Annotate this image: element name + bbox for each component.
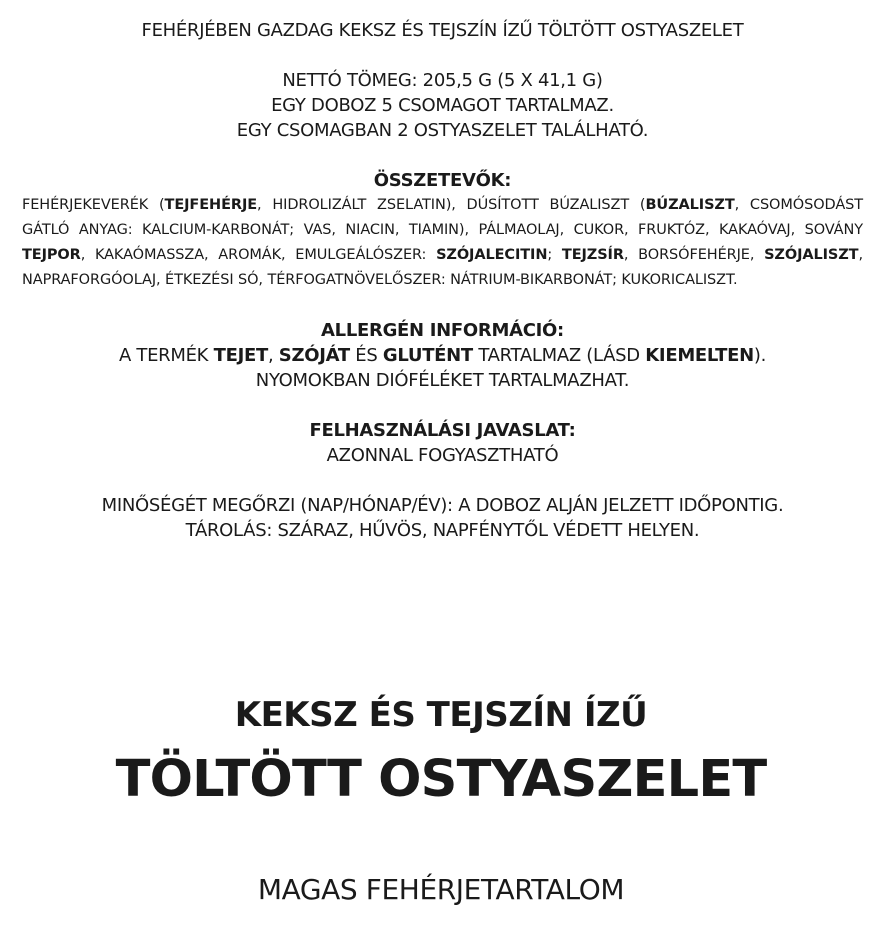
storage-section (22, 493, 863, 543)
allergen-text (22, 343, 863, 368)
allergen-heading: ALLERGÉN INFORMÁCIÓ: (321, 320, 564, 341)
usage-text: AZONNAL FOGYASZTHATÓ (326, 445, 559, 466)
allergen-section (22, 318, 863, 393)
ingredient-text: , HIDROLIZÁLT ZSELATIN), DÚSÍTOTT BÚZALISZT ( (257, 197, 646, 213)
allergen-text: ). (753, 345, 767, 366)
allergen-traces: NYOMOKBAN DIÓFÉLÉKET TARTALMAZHAT. (255, 370, 630, 391)
ingredient-text: , BORSÓFEHÉRJE, (623, 247, 765, 263)
ingredient-highlighted: SZÓJALISZT (764, 247, 859, 263)
allergen-text: , (267, 345, 279, 366)
ingredient-highlighted: BÚZALISZT (645, 197, 735, 213)
allergen-highlighted: GLUTÉNT (382, 345, 473, 366)
ingredient-highlighted: TEJPOR (22, 247, 81, 263)
usage-section (22, 418, 863, 468)
best-before: MINŐSÉGÉT MEGŐRZI (NAP/HÓNAP/ÉV): A DOBOZ ALJÁN JELZETT IDŐPONTIG. (101, 495, 784, 516)
usage-heading: FELHASZNÁLÁSI JAVASLAT: (309, 420, 576, 441)
weight-section (22, 68, 863, 143)
allergen-text: TARTALMAZ (LÁSD (472, 345, 646, 366)
product-description-section (22, 18, 863, 43)
ingredient-text: ; (547, 247, 562, 263)
ingredient-highlighted: TEJZSÍR (561, 247, 624, 263)
product-title-line2: TÖLTÖTT OSTYASZELET (115, 750, 767, 809)
allergen-highlighted: TEJET (213, 345, 268, 366)
ingredients-section (22, 168, 863, 293)
box-contents: EGY DOBOZ 5 CSOMAGOT TARTALMAZ. (271, 95, 614, 116)
pack-contents: EGY CSOMAGBAN 2 OSTYASZELET TALÁLHATÓ. (236, 120, 649, 141)
product-title-line1: KEKSZ ÉS TEJSZÍN ÍZŰ (234, 695, 648, 735)
ingredient-text: , NAPRAFORGÓOLAJ, ÉTKEZÉSI SÓ, TÉRFOGATNÖVELŐSZER: NÁTRIUM-BIKARBONÁT; KUKORICALISZT. (22, 247, 863, 288)
product-subtitle: MAGAS FEHÉRJETARTALOM (257, 873, 625, 906)
allergen-highlighted: KIEMELTEN (645, 345, 754, 366)
storage-conditions: TÁROLÁS: SZÁRAZ, HŰVÖS, NAPFÉNYTŐL VÉDETT HELYEN. (185, 520, 700, 541)
allergen-highlighted: SZÓJÁT (278, 345, 350, 366)
allergen-text: ÉS (349, 345, 383, 366)
ingredients-heading: ÖSSZETEVŐK: (373, 170, 512, 191)
ingredient-highlighted: SZÓJALECITIN (436, 247, 548, 263)
net-weight: NETTÓ TÖMEG: 205,5 G (5 X 41,1 G) (282, 70, 603, 91)
product-description: FEHÉRJÉBEN GAZDAG KEKSZ ÉS TEJSZÍN ÍZŰ TÖLTÖTT OSTYASZELET (141, 20, 744, 41)
ingredient-text: , KAKAÓMASSZA, AROMÁK, EMULGEÁLÓSZER: (80, 247, 437, 263)
ingredient-highlighted: TEJFEHÉRJE (164, 197, 258, 213)
ingredients-text (22, 193, 863, 293)
ingredient-text: , CSOMÓSODÁST GÁTLÓ ANYAG: KALCIUM-KARBONÁT; VAS, NIACIN, TIAMIN), PÁLMAOLAJ, CUKOR, FRUKTÓZ, KAKAÓVAJ, SOVÁNY (22, 197, 863, 238)
allergen-text: A TERMÉK (118, 345, 214, 366)
product-label (22, 18, 863, 568)
ingredient-text: FEHÉRJEKEVERÉK ( (22, 197, 165, 213)
